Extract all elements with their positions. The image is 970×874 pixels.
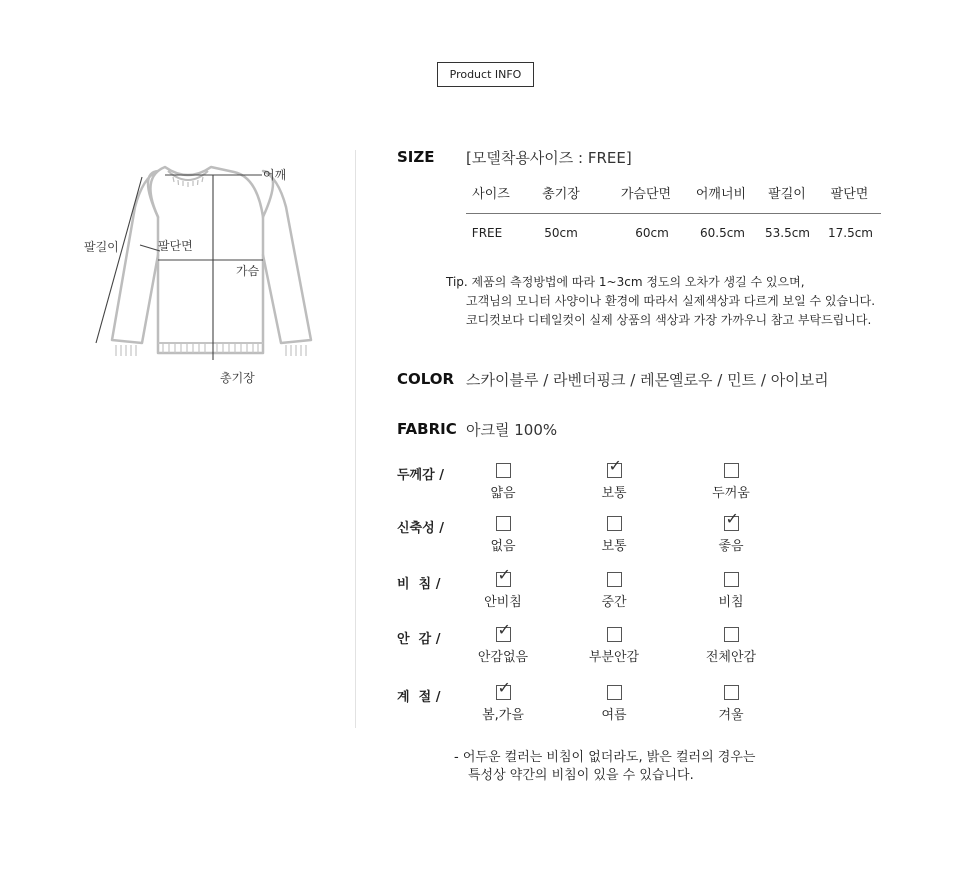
attribute-option <box>564 456 664 501</box>
color-list: 스카이블루 / 라벤더핑크 / 레몬옐로우 / 민트 / 아이보리 <box>466 371 829 389</box>
note-line: 특성상 약간의 비침이 있을 수 있습니다. <box>468 768 694 783</box>
tip-line: Tip. 제품의 측정방법에 따라 1~3cm 정도의 오차가 생길 수 있으며, <box>446 275 805 289</box>
checkbox-icon <box>496 516 511 531</box>
size-header-cell: 팔길이 <box>768 187 806 202</box>
checked-checkbox-icon <box>724 509 739 531</box>
size-section-label: SIZE <box>397 148 435 166</box>
checkbox-icon <box>607 685 622 700</box>
option-label: 부분안감 <box>588 650 640 665</box>
size-value-cell: 60cm <box>635 226 669 240</box>
size-value-cell: 53.5cm <box>764 226 810 240</box>
attribute-option <box>564 572 664 610</box>
fabric-section-label: FABRIC <box>397 420 457 438</box>
checkbox-icon <box>724 463 739 478</box>
product-info-label: Product INFO <box>437 62 534 87</box>
attribute-label: 계 절 / <box>397 690 441 705</box>
option-label: 여름 <box>601 708 627 723</box>
sleeve-length-label: 팔길이 <box>84 240 119 254</box>
checkmark-icon: ✓ <box>725 509 739 528</box>
option-label: 안비침 <box>484 595 522 610</box>
option-label: 비침 <box>718 595 744 610</box>
size-value-cell: 17.5cm <box>827 226 873 240</box>
checkbox-icon <box>724 685 739 700</box>
checked-checkbox-icon <box>496 565 511 587</box>
size-value-cell: 60.5cm <box>699 226 745 240</box>
attribute-option <box>564 685 664 723</box>
model-size-note: [모델착용사이즈 : FREE] <box>466 149 632 167</box>
attribute-option <box>453 565 553 610</box>
size-header-cell: 어깨너비 <box>695 187 747 202</box>
attribute-option <box>453 620 553 665</box>
sleeve-width-label: 팔단면 <box>158 239 193 253</box>
option-label: 봄,가을 <box>482 708 524 723</box>
checkbox-icon <box>724 627 739 642</box>
checkbox-icon <box>607 516 622 531</box>
note-line: - 어두운 컬러는 비침이 없더라도, 밝은 컬러의 경우는 <box>454 750 756 765</box>
option-label: 보통 <box>601 486 627 501</box>
attribute-option <box>564 627 664 665</box>
checkmark-icon: ✓ <box>497 620 511 639</box>
option-label: 없음 <box>490 539 516 554</box>
attribute-option <box>681 627 781 665</box>
color-section-label: COLOR <box>397 370 455 388</box>
size-header-cell: 팔단면 <box>830 187 869 202</box>
checkbox-icon <box>724 572 739 587</box>
checked-checkbox-icon <box>496 620 511 642</box>
size-value-cell: 50cm <box>544 226 578 240</box>
attribute-option <box>453 463 553 501</box>
attribute-option <box>453 678 553 723</box>
shoulder-label: 어깨 <box>263 168 287 182</box>
tip-line: 고객님의 모니터 사양이나 환경에 따라서 실제색상과 다르게 보일 수 있습니다. <box>466 294 876 308</box>
checkmark-icon: ✓ <box>497 678 511 697</box>
total-length-label: 총기장 <box>220 371 255 385</box>
tip-line: 코디컷보다 디테일컷이 실제 상품의 색상과 가장 가까우니 참고 부탁드립니다. <box>466 313 872 327</box>
attribute-option <box>564 516 664 554</box>
checkbox-icon <box>607 627 622 642</box>
checked-checkbox-icon <box>607 456 622 478</box>
size-header-cell: 가슴단면 <box>620 187 672 202</box>
option-label: 겨울 <box>718 708 744 723</box>
size-header-cell: 총기장 <box>542 187 580 202</box>
attribute-option <box>453 516 553 554</box>
checked-checkbox-icon <box>496 678 511 700</box>
option-label: 얇음 <box>490 486 516 501</box>
option-label: 좋음 <box>718 539 744 554</box>
attribute-label: 두께감 / <box>397 468 444 483</box>
attribute-option <box>681 463 781 501</box>
size-header-cell: 사이즈 <box>472 187 510 202</box>
attribute-label: 안 감 / <box>397 632 441 647</box>
attribute-option <box>681 685 781 723</box>
option-label: 보통 <box>601 539 627 554</box>
fabric-value: 아크릴 100% <box>466 421 558 439</box>
attribute-label: 비 침 / <box>397 577 441 592</box>
attribute-label: 신축성 / <box>397 521 444 536</box>
option-label: 안감없음 <box>477 650 529 665</box>
checkmark-icon: ✓ <box>497 565 511 584</box>
transparency-note <box>454 749 755 785</box>
attribute-option <box>681 509 781 554</box>
checkbox-icon <box>496 463 511 478</box>
option-label: 중간 <box>601 595 627 610</box>
checkbox-icon <box>607 572 622 587</box>
checkmark-icon: ✓ <box>608 456 622 475</box>
attribute-option <box>681 572 781 610</box>
size-value-cell: FREE <box>471 226 503 240</box>
chest-label: 가슴 <box>236 264 260 278</box>
option-label: 두꺼움 <box>712 486 750 501</box>
option-label: 전체안감 <box>705 650 757 665</box>
